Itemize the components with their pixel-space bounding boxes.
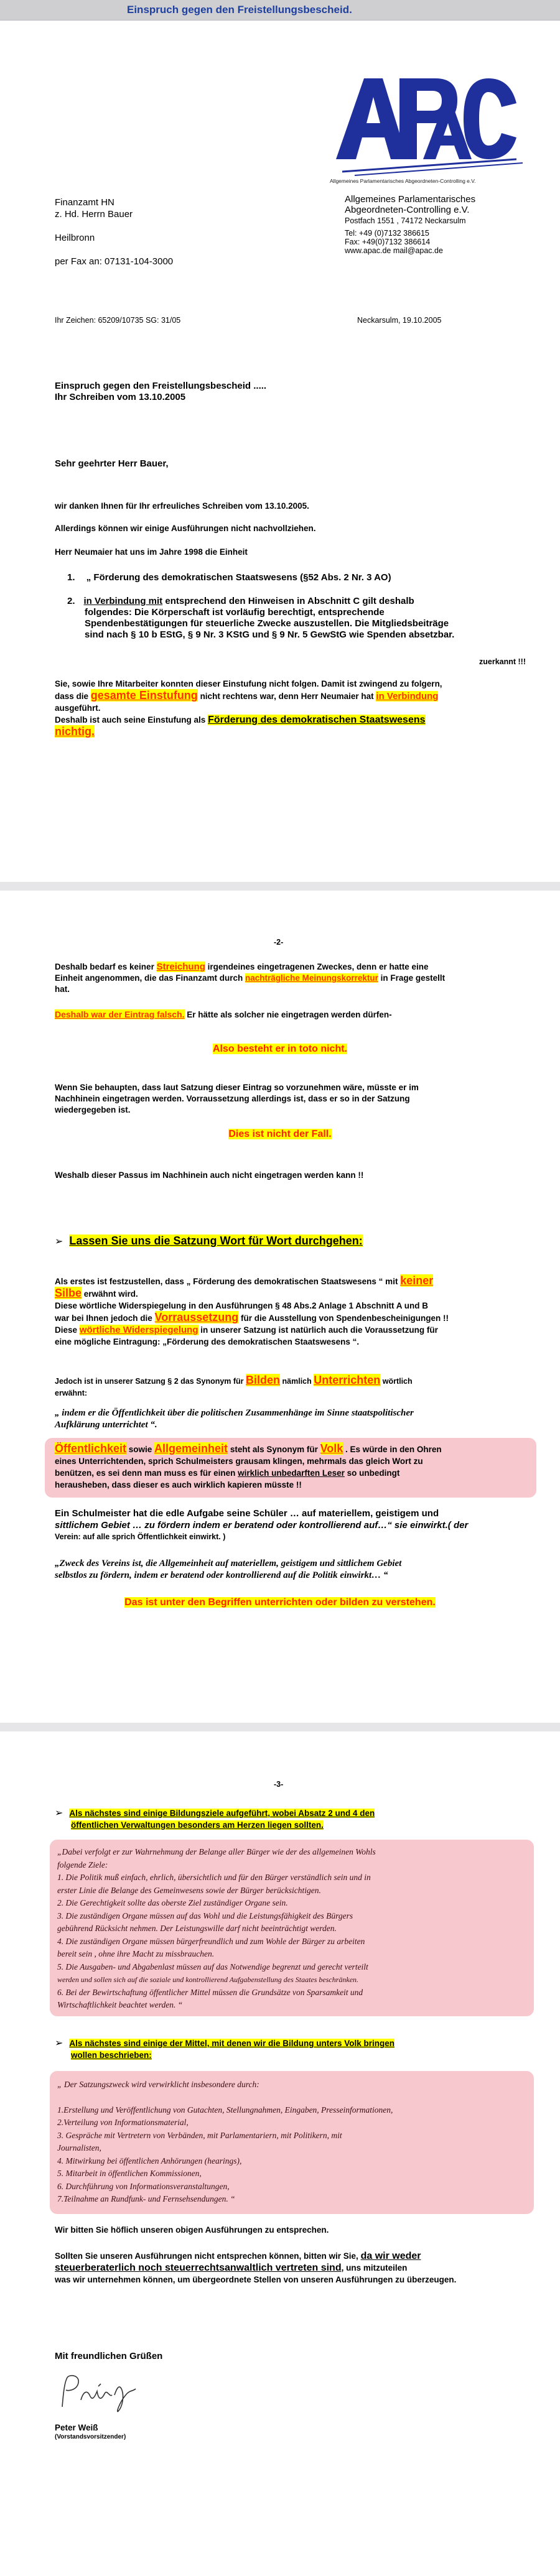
text-line [57,2092,530,2104]
p2-paragraph [55,1275,449,1348]
means-list [57,2078,530,2206]
highlight-span: Volk [320,1442,343,1455]
p2-paragraph [55,1082,419,1116]
text-line: bereit sein , ohne ihre Macht zu missbrauchen. [57,1949,215,1958]
text-line: was wir unternehmen können, um übergeordnete Stellen von unseren Ausführungen zu überzeugen. [55,2275,457,2284]
sender-tel: Tel: +49 (0)7132 386615 [345,229,429,238]
highlight-span: Vorraussetzung [154,1311,239,1323]
text-line: eine mögliche Eintragung: „Förderung des demokratischen Staatswesens “. [55,1337,360,1346]
highlight-span: Deshalb war der Eintrag falsch. [55,1009,185,1019]
p2-paragraph [55,961,445,995]
text-line: Wirtschaftlichkeit beachtet werden. “ [57,2000,183,2009]
underlined-span: da wir weder [360,2251,421,2261]
place-date: Neckarsulm, 19.10.2005 [357,316,442,325]
list-number: 2. [67,596,75,606]
list-text-underlined: in Verbindung mit [83,596,163,606]
closing: Mit freundlichen Grüßen [55,2351,163,2361]
p2-emphasis [0,1129,560,1140]
text-line: 6. Bei der Bewirtschaftung öffentlicher Mittel müssen die Grundsätze von Sparsamkeit und [57,1987,363,1997]
highlight-span: keiner [400,1274,434,1287]
zuerkannt-note: zuerkannt !!! [479,657,526,666]
p1-conclusion [55,678,442,738]
subject-line-1: Einspruch gegen den Freistellungsbescheid ..... [55,381,267,391]
highlight-span: Unterrichten [314,1374,381,1386]
highlight-span: Streichung [156,961,205,972]
text-line: erster Linie die Belange des Gemeinwesens sowie der Bürger berücksichtigen. [57,1885,321,1895]
highlight-span: Dies ist nicht der Fall. [228,1129,332,1139]
text-span: in unserer Satzung ist natürlich auch die Voraussetzung für [198,1325,438,1335]
text-line: Nachhinein eingetragen werden. Vorraussetzung allerdings ist, dass er so in der Satzung [55,1094,410,1103]
text-span: . Es würde in den Ohren [343,1445,442,1454]
p2-paragraph: Weshalb dieser Passus im Nachhinein auch nicht eingetragen werden kann !! [55,1170,364,1180]
highlight-span: gesamte Einstufung [90,689,198,702]
text-span: war bei Ihnen jedoch die [55,1313,155,1323]
p3-paragraph: Wir bitten Sie höflich unseren obigen Ausführungen zu entsprechen. [55,2225,329,2235]
text-span: Diese [55,1325,80,1335]
text-line: 5. Die Ausgaben- und Abgabenlast müssen auf das Notwendige begrenzt und gerecht verteilt [57,1962,368,1971]
text-line: 4. Mitwirkung bei öffentlichen Anhörungen (hearings), [57,2156,242,2166]
text-line: 1. Die Politik muß einfach, ehrlich, übersichtlich und für den Bürger verständlich sein und in [57,1873,371,1882]
sender-address: Postfach 1551 , 74172 Neckarsulm [345,216,466,225]
text-span: Jedoch ist in unserer Satzung § 2 das Synonym für [55,1377,246,1386]
highlight-span: Förderung des demokratischen Staatswesens [208,715,426,725]
highlight-span: Bilden [246,1374,281,1386]
text-span: Einheit angenommen, die das Finanzamt durch [55,973,246,983]
p2-paragraph [55,1374,413,1399]
text-line: hat. [55,985,70,994]
signer-name: Peter Weiß [55,2423,98,2432]
list-text: Spendenbestätigungen für steuerliche Zwecke auszustellen. Die Mitgliedsbeiträge [85,618,449,629]
highlight-span: wörtliche Widerspiegelung [79,1325,198,1335]
heading-text: Als nächstes sind einige der Mittel, mit denen wir die Bildung unters Volk bringen [69,2039,394,2048]
text-span: so unbedingt [344,1468,400,1478]
text-line: selbstlos zu fördern, indem er beratend oder kontrollierend auf die Politik einwirkt… “ [55,1570,388,1580]
text-span: irgendeines eingetragenen Zweckes, denn er hatte eine [205,962,429,971]
text-line: „ indem er die Öffentlichkeit über die politischen Zusammenhänge im Sinne staatspolitischer [55,1408,414,1418]
salutation: Sehr geehrter Herr Bauer, [55,458,169,469]
highlight-span: in Verbindung [376,691,439,702]
highlight-span: nichtig. [55,725,95,738]
sender-block [345,194,475,255]
text-line: folgende Ziele: [57,1860,108,1869]
p3-paragraph [55,2250,456,2286]
section-heading [55,1235,363,1248]
text-span: erwähnt wird. [82,1289,138,1299]
highlight-span: Öffentlichkeit [55,1442,127,1455]
text-line: 2. Die Gerechtigkeit sollte das oberste Ziel zuständiger Organe sein. [57,1898,288,1907]
text-line: sittlichem Gebiet … zu fördern indem er beratend oder kontrollierend auf…“ sie einwirkt.( der [55,1520,469,1531]
text-span: Deshalb bedarf es keiner [55,962,157,971]
document-title: Einspruch gegen den Freistellungsbescheid. [127,4,352,16]
section-heading [55,2037,394,2061]
text-line: 1.Erstellung und Veröffentlichung von Gutachten, Stellungnahmen, Eingaben, Presseinformationen, [57,2105,393,2115]
sender-name-1: Allgemeines Parlamentarisches [345,194,476,205]
text-span: nämlich [280,1377,314,1386]
reference-line: Ihr Zeichen: 65209/10735 SG: 31/05 [55,316,181,325]
text-span: Er hätte als solcher nie eingetragen werden dürfen- [184,1010,392,1019]
text-line: „ Der Satzungszweck wird verwirklicht insbesondere durch: [57,2080,259,2089]
text-line: wiedergegeben ist. [55,1105,131,1114]
p2-paragraph [55,1009,392,1019]
list-number: 1. [67,572,75,583]
p1-paragraph: wir danken Ihnen für Ihr erfreuliches Schreiben vom 13.10.2005. [55,501,309,511]
text-line: „Zweck des Vereins ist, die Allgemeinheit auf materiellem, geistigem und sittlichem Gebiet [55,1559,402,1568]
text-span: in Frage gestellt [378,973,446,983]
p2-paragraph [55,1508,468,1543]
sender-fax: Fax: +49(0)7132 386614 [345,238,431,246]
text-line: Diese wörtliche Widerspiegelung in den Ausführungen § 48 Abs.2 Anlage 1 Abschnitt A und B [55,1301,428,1310]
text-span: Sollten Sie unseren Ausführungen nicht entsprechen können, bitten wir Sie, [55,2251,361,2261]
sender-web: www.apac.de mail@apac.de [345,246,443,255]
satzung-quote [55,1407,414,1431]
arrow-bullet-icon: ➢ [55,2038,63,2049]
goals-list [57,1846,530,2012]
sender-name-2: Abgeordneten-Controlling e.V. [345,205,470,215]
list-item [67,596,454,641]
text-line: Wenn Sie behaupten, dass laut Satzung dieser Eintrag so vorzunehmen wäre, müsste er im [55,1083,419,1092]
text-span: sowie [126,1445,155,1454]
text-span: Als erstes ist festzustellen, dass „ Förderung des demokratischen Staatswesens “ mit [55,1277,401,1286]
p2-emphasis [0,1044,560,1055]
apac-logo [330,66,525,190]
highlight-span: Allgemeinheit [154,1442,228,1455]
text-line: 7.Teilnahme an Rundfunk- und Fernsehsendungen. “ [57,2194,235,2203]
heading-text: Als nächstes sind einige Bildungsziele aufgeführt, wobei Absatz 2 und 4 den [69,1809,375,1818]
recipient-block [55,197,173,267]
recipient-line-2: z. Hd. Herrn Bauer [55,209,133,220]
text-line: 3. Die zuständigen Organe müssen auf das Wohl und die Leistungsfähigkeit des Bürgers [57,1911,353,1920]
signer-role: (Vorstandsvorsitzender) [55,2434,126,2440]
list-text: entsprechend den Hinweisen in Abschnitt C gilt deshalb [162,596,414,606]
text-line: erwähnt: [55,1389,88,1397]
p2-emphasis [0,1597,560,1608]
text-span: steht als Synonym für [228,1445,320,1454]
text-line: „Dabei verfolgt er zur Wahrnehmung der Belange aller Bürger wie der des allgemeinen Wohls [57,1847,376,1856]
text-line: eines Unterrichtenden, sprich Schulmeisters grausam klingen, mehrmals das gleich Wort zu [55,1457,423,1466]
text-line: 2.Verteilung von Informationsmaterial, [57,2118,189,2127]
heading-text: Lassen Sie uns die Satzung Wort für Wort durchgehen: [69,1235,363,1247]
satzung-quote [55,1558,401,1582]
text-line: ausgeführt. [55,703,101,713]
heading-text: wollen beschrieben: [71,2050,152,2060]
recipient-fax: per Fax an: 07131-104-3000 [55,256,174,267]
p1-paragraph: Allerdings können wir einige Ausführungen nicht nachvollziehen. [55,524,316,533]
subject-block [55,381,266,403]
heading-text: öffentlichen Verwaltungen besonders am Herzen liegen sollten. [71,1820,324,1830]
list-text: folgendes: Die Körperschaft ist vorläufig berechtigt, entsprechende [85,607,385,618]
recipient-line-3: Heilbronn [55,233,95,243]
list-item [67,572,391,583]
arrow-bullet-icon: ➢ [55,1236,63,1247]
text-span: benützen, es sei denn man muss es für einen [55,1468,238,1478]
text-line: Sie, sowie Ihre Mitarbeiter konnten dieser Einstufung nicht folgen. Damit ist zwingend zu folgern, [55,679,442,688]
document-header-bar [0,0,560,21]
text-span: für die Ausstellung von Spendenbescheinigungen !! [238,1313,449,1323]
text-line: werden und sollen sich auf die soziale und kontrollierend Aufgabenstellung des Staates beschränken. [57,1975,359,1984]
text-span: dass die [55,692,91,701]
apac-logo-graphic [330,66,525,178]
text-line: Aufklärung unterrichtet “. [55,1420,157,1430]
subject-line-2: Ihr Schreiben vom 13.10.2005 [55,392,186,402]
text-line: 3. Gespräche mit Vertretern von Verbänden, mit Parlamentariern, mit Politikern, mit [57,2130,342,2140]
highlight-span: Silbe [55,1287,82,1299]
page-number: -3- [274,1780,284,1789]
text-line: Verein: auf alle sprich Öffentlichkeit einwirkt. ) [55,1532,226,1541]
logo-subtitle: Allgemeines Parlamentarisches Abgeordneten-Controlling e.V. [330,178,476,184]
text-line: 4. Die zuständigen Organe müssen bürgerfreundlich und zum Wohle der Bürger zu arbeiten [57,1936,365,1946]
arrow-bullet-icon: ➢ [55,1808,63,1818]
text-span: Deshalb ist auch seine Einstufung als [55,715,208,725]
text-line: 5. Mitarbeit in öffentlichen Kommissionen, [57,2169,202,2178]
section-heading [55,1807,375,1831]
highlight-span: Also besteht er in toto nicht. [212,1044,347,1054]
signature-image [57,2373,163,2416]
underlined-span: wirklich unbedarften Leser [238,1468,345,1478]
text-span: nicht rechtens war, denn Herr Neumaier hat [197,692,376,701]
text-line: Ein Schulmeister hat die edle Aufgabe seine Schüler … auf materiellem, geistigem und [55,1508,439,1519]
page-separator [0,882,560,891]
list-text: sind nach § 10 b EStG, § 9 Nr. 3 KStG und § 9 Nr. 5 GewStG wie Spenden absetzbar. [85,629,455,640]
text-line: Journalisten, [57,2143,101,2152]
highlight-span: nachträgliche Meinungskorrektur [245,973,378,983]
list-text: „ Förderung des demokratischen Staatswesens (§52 Abs. 2 Nr. 3 AO) [86,572,391,583]
page-number: -2- [274,938,284,947]
box-text [55,1443,442,1491]
text-line: herausheben, dass dieser es auch wirklich kapieren müsste !! [55,1480,302,1490]
text-span: wörtlich [380,1377,413,1386]
highlight-span: Das ist unter den Begriffen unterrichten oder bilden zu verstehen. [124,1597,436,1608]
text-span: , uns mitzuteilen [341,2263,408,2273]
recipient-line-1: Finanzamt HN [55,197,114,208]
text-line: 6. Durchführung von Informationsveranstaltungen, [57,2181,230,2191]
p1-paragraph: Herr Neumaier hat uns im Jahre 1998 die Einheit [55,547,248,557]
text-line: gebührend Rücksicht nehmen. Der Leistungswille darf nicht beeinträchtigt werden. [57,1924,337,1933]
underlined-span: steuerberaterlich noch steuerrechtsanwaltlich vertreten sind [55,2263,342,2273]
page-separator [0,1723,560,1731]
